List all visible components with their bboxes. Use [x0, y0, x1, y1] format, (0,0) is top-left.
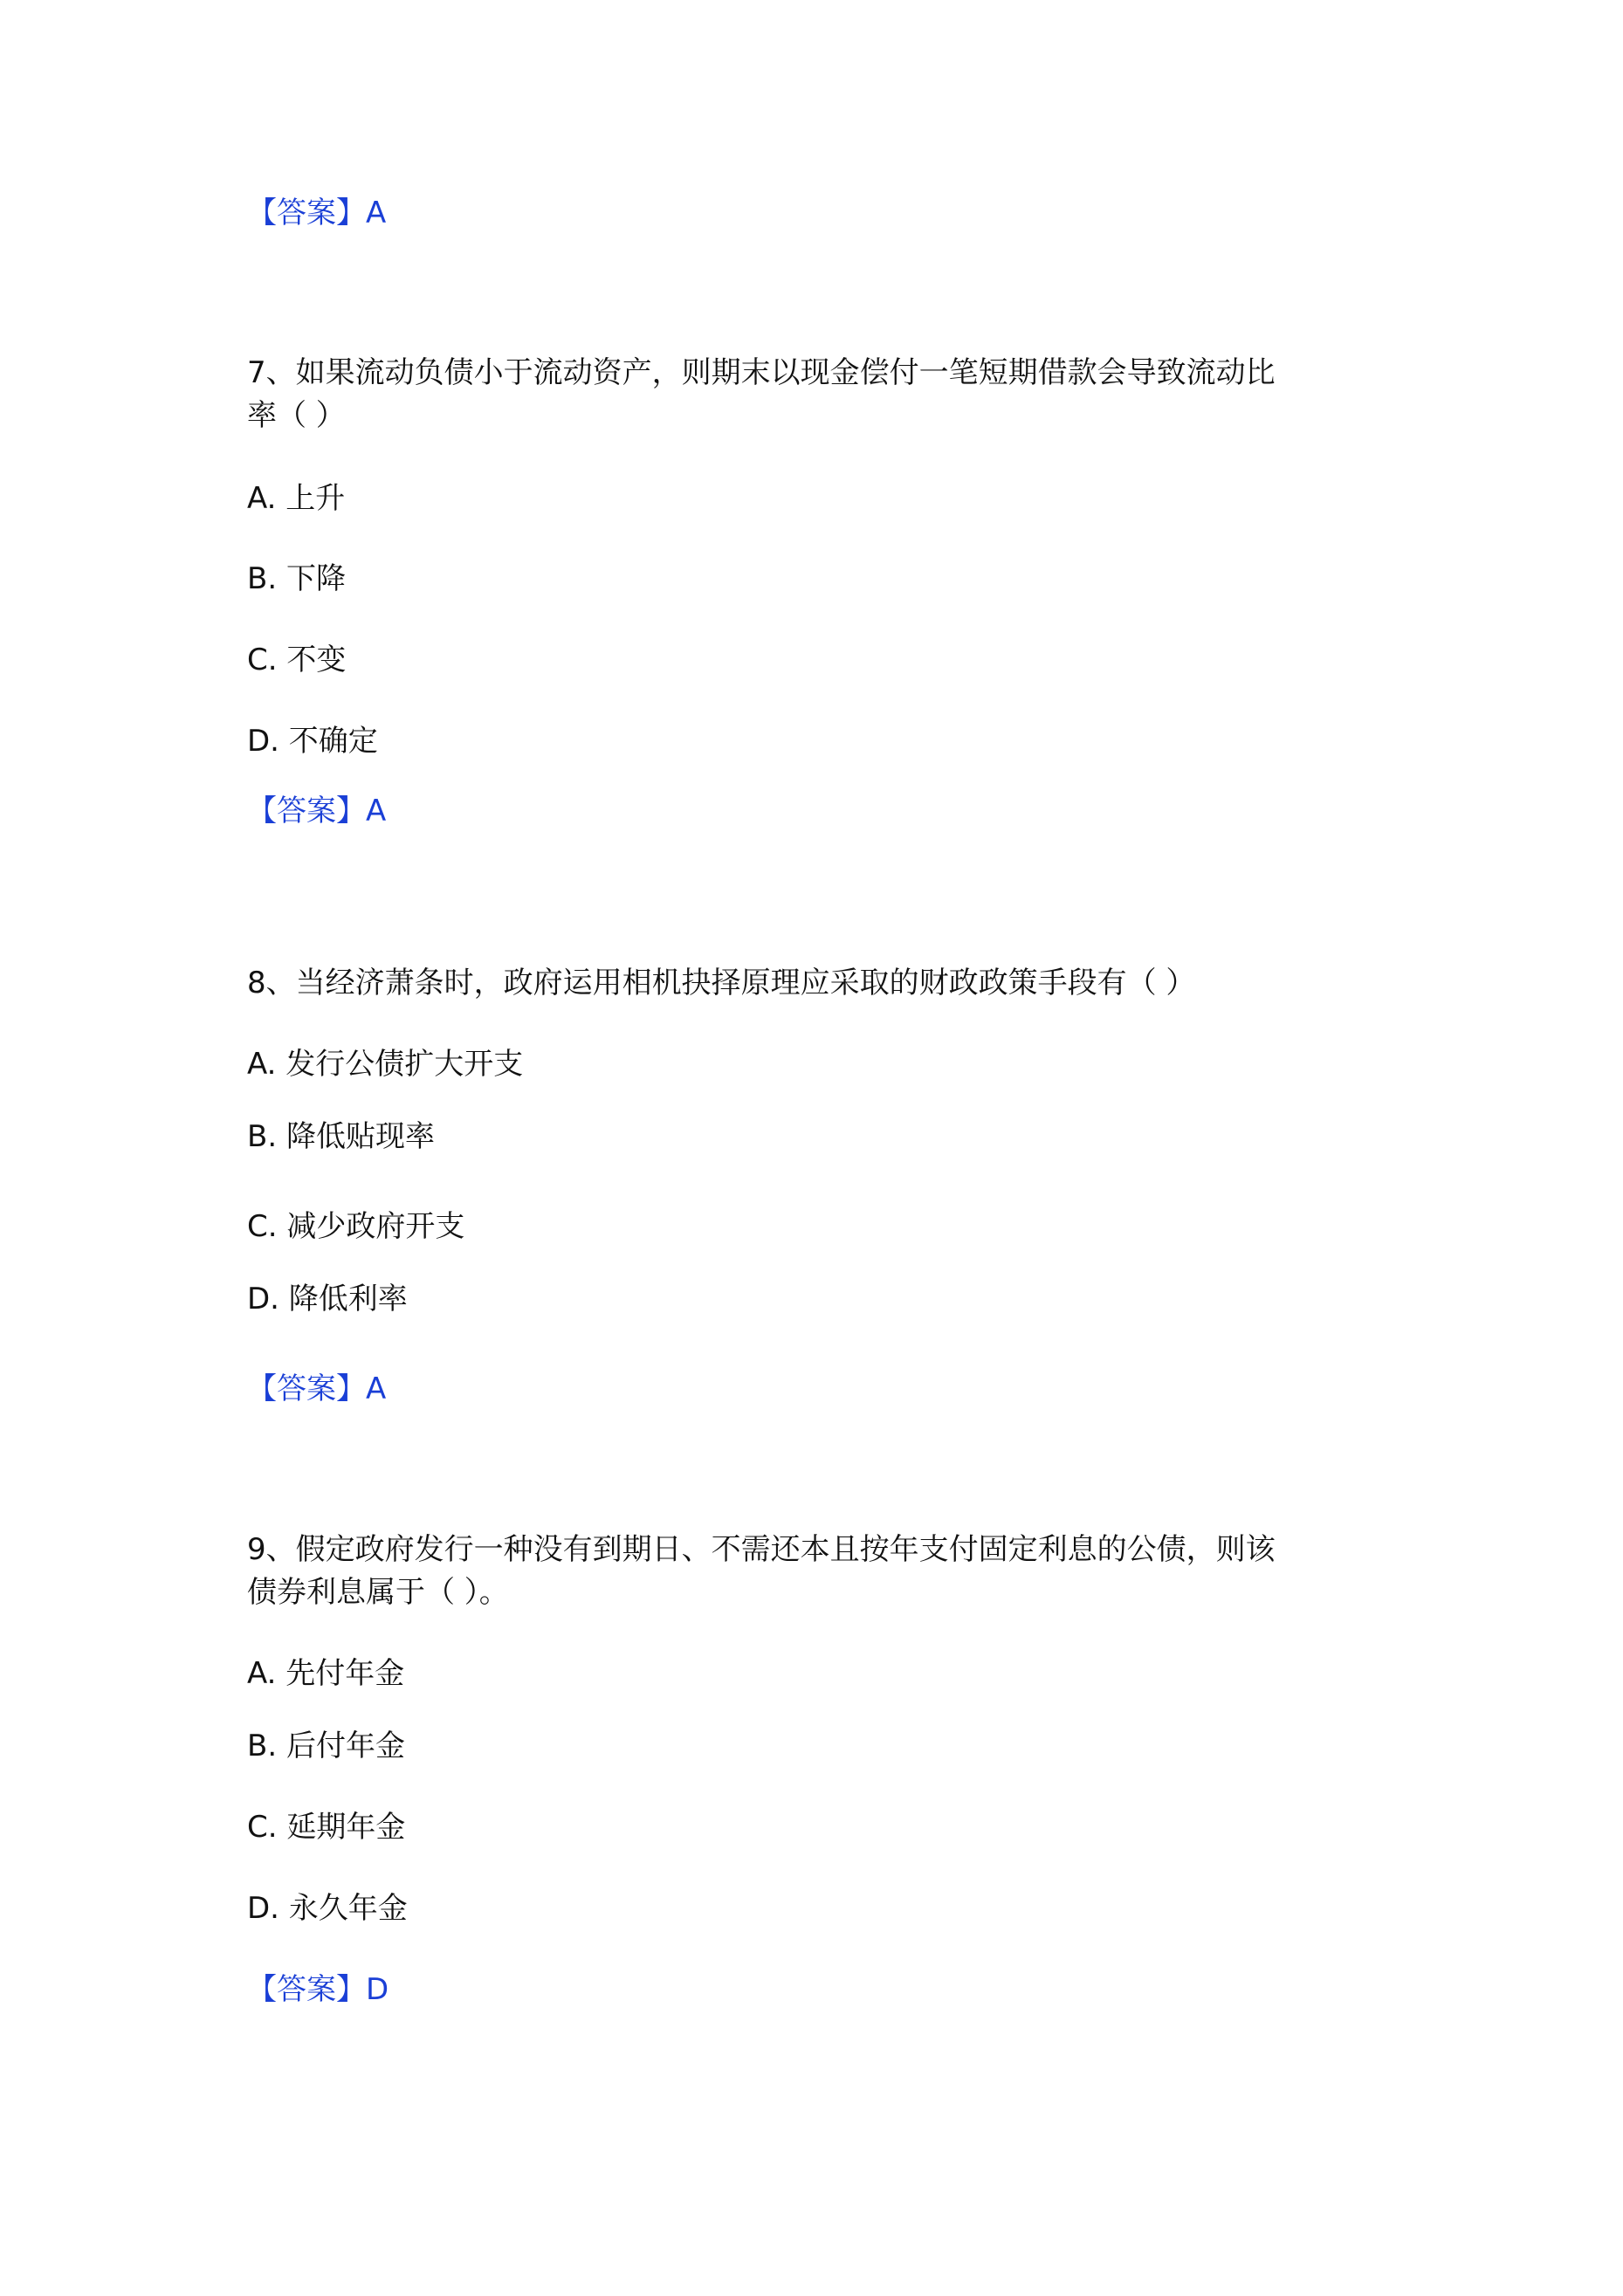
- answer-label: 【答案】: [247, 1972, 366, 2007]
- q7-option-c: C. 不变: [247, 643, 347, 677]
- question-7-line-2: 率（ ）: [247, 398, 346, 433]
- q9-option-c: C. 延期年金: [247, 1810, 406, 1845]
- question-8-line-1: 8、当经济萧条时，政府运用相机抉择原理应采取的财政政策手段有（ ）: [247, 966, 1196, 1000]
- answer-line: [247, 192, 386, 234]
- answer-line: [247, 1969, 389, 2011]
- q7-option-b: B. 下降: [247, 561, 346, 596]
- answer-line: [247, 1368, 386, 1410]
- q9-option-a: A. 先付年金: [247, 1656, 405, 1691]
- answer-label: 【答案】: [247, 794, 366, 828]
- answer-value: A: [366, 196, 387, 230]
- answer-value: A: [366, 1371, 387, 1406]
- answer-value: D: [366, 1972, 389, 2007]
- answer-label: 【答案】: [247, 1371, 366, 1406]
- question-7-line-1: 7、如果流动负债小于流动资产，则期末以现金偿付一笔短期借款会导致流动比: [247, 355, 1276, 390]
- q8-option-a: A. 发行公债扩大开支: [247, 1047, 524, 1082]
- q9-option-b: B. 后付年金: [247, 1729, 405, 1763]
- answer-line: [247, 790, 386, 832]
- q7-option-a: A. 上升: [247, 481, 346, 516]
- q8-option-b: B. 降低贴现率: [247, 1119, 435, 1154]
- q8-option-c: C. 减少政府开支: [247, 1209, 465, 1244]
- q7-option-d: D. 不确定: [247, 724, 378, 759]
- q9-option-d: D. 永久年金: [247, 1891, 408, 1926]
- answer-value: A: [366, 794, 387, 828]
- q8-option-d: D. 降低利率: [247, 1282, 408, 1316]
- question-9-line-2: 债券利息属于（ ）。: [247, 1575, 509, 1610]
- answer-label: 【答案】: [247, 196, 366, 230]
- question-9-line-1: 9、假定政府发行一种没有到期日、不需还本且按年支付固定利息的公债，则该: [247, 1532, 1276, 1567]
